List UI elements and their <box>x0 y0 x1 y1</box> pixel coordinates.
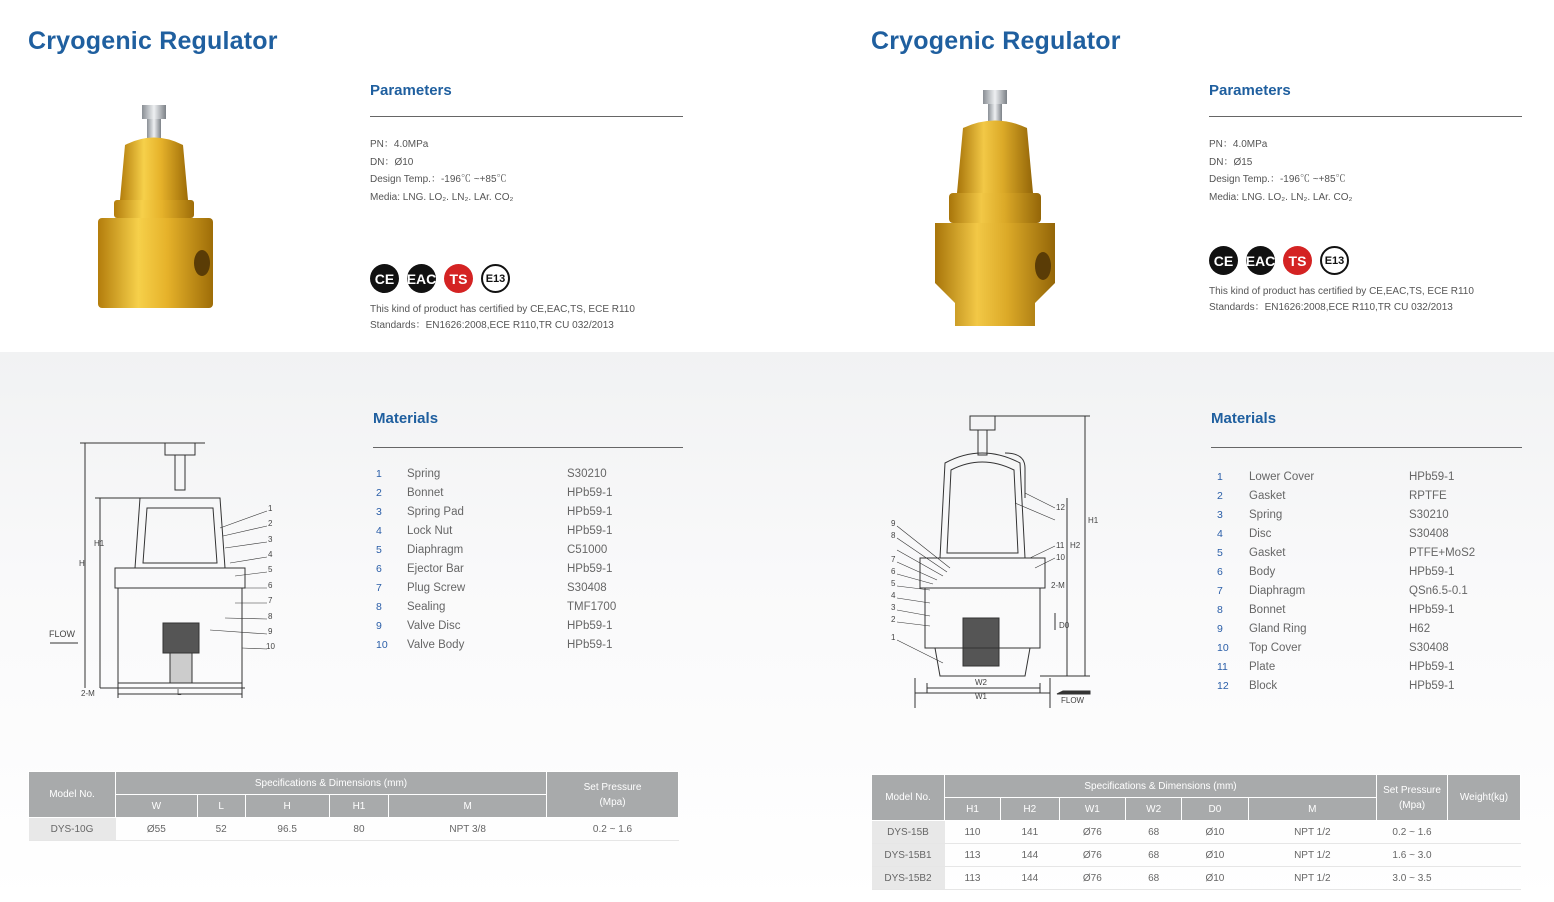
material-part: Bonnet <box>1249 604 1286 616</box>
right-callout-4: 4 <box>891 591 896 600</box>
left-parameters-heading: Parameters <box>370 82 452 99</box>
right-column-header: H2 <box>1001 798 1060 821</box>
material-value: C51000 <box>567 544 608 556</box>
table-cell: 68 <box>1126 844 1182 867</box>
material-part: Body <box>1249 566 1276 578</box>
table-cell: Ø76 <box>1059 844 1125 867</box>
table-cell: 80 <box>329 818 389 841</box>
material-value: HPb59-1 <box>1409 680 1455 692</box>
right-callout-9: 9 <box>891 519 896 528</box>
material-value: HPb59-1 <box>567 620 613 632</box>
right-dim-h1: H1 <box>1088 516 1099 525</box>
right-callout-2: 2 <box>891 615 896 624</box>
material-part: Plug Screw <box>407 582 466 594</box>
table-cell: 52 <box>197 818 245 841</box>
material-number: 7 <box>1217 585 1223 597</box>
material-value: H62 <box>1409 623 1431 635</box>
material-part: Spring <box>1249 509 1283 521</box>
left-callout-2: 2 <box>268 519 273 528</box>
material-part: Sealing <box>407 601 446 613</box>
left-spec-table <box>28 771 679 841</box>
material-part: Bonnet <box>407 487 444 499</box>
material-value: RPTFE <box>1409 490 1447 502</box>
material-number: 3 <box>1217 509 1223 521</box>
right-dim-h2: H2 <box>1070 541 1081 550</box>
right-pressure-header: Set Pressure (Mpa) <box>1377 775 1448 821</box>
table-row <box>29 818 679 841</box>
left-param-pn: PN：4.0MPa <box>370 139 429 150</box>
table-cell: Ø10 <box>1182 867 1248 890</box>
right-spec-header: Specifications & Dimensions (mm) <box>945 775 1377 798</box>
material-part: Valve Disc <box>407 620 461 632</box>
material-part: Plate <box>1249 661 1276 673</box>
e13-mark-icon: E13 <box>1320 246 1349 275</box>
left-materials-heading: Materials <box>373 410 439 427</box>
left-certified-line: This kind of product has certified by CE,EAC,TS, ECE R110 <box>370 304 635 315</box>
right-callout-6: 6 <box>891 567 896 576</box>
material-part: Diaphragm <box>1249 585 1306 597</box>
right-parameters-heading: Parameters <box>1209 82 1291 99</box>
left-section-drawing <box>45 438 285 703</box>
material-number: 1 <box>376 468 382 480</box>
material-number: 4 <box>376 525 382 537</box>
material-part: Diaphragm <box>407 544 464 556</box>
material-number: 4 <box>1217 528 1223 540</box>
right-callout-8: 8 <box>891 531 896 540</box>
material-number: 8 <box>376 601 382 613</box>
right-flow-label: FLOW <box>1061 696 1085 705</box>
right-param-media: Media: LNG. LO₂. LN₂. LAr. CO₂ <box>1209 191 1353 203</box>
left-callout-10: 10 <box>266 642 275 651</box>
material-part: Gland Ring <box>1249 623 1307 635</box>
material-number: 2 <box>1217 490 1223 502</box>
right-weight-header: Weight(kg) <box>1448 775 1521 821</box>
material-number: 8 <box>1217 604 1223 616</box>
material-part: Disc <box>1249 528 1272 540</box>
left-callout-9: 9 <box>268 627 273 636</box>
right-param-temp: Design Temp.：-196℃ ~+85℃ <box>1209 174 1346 185</box>
table-cell: 0.2 ~ 1.6 <box>547 818 679 841</box>
right-column-header: H1 <box>945 798 1001 821</box>
material-part: Spring <box>407 468 441 480</box>
table-cell: 113 <box>945 867 1001 890</box>
material-number: 9 <box>376 620 382 632</box>
table-cell <box>1448 821 1521 844</box>
right-param-pn: PN：4.0MPa <box>1209 139 1268 150</box>
left-column-header: H <box>245 795 329 818</box>
left-param-dn: DN：Ø10 <box>370 156 414 168</box>
material-part: Lock Nut <box>407 525 453 537</box>
left-column-header: W <box>116 795 198 818</box>
material-value: HPb59-1 <box>1409 471 1455 483</box>
left-dim-l: L <box>177 688 182 697</box>
table-cell: DYS-15B1 <box>872 844 945 867</box>
material-value: HPb59-1 <box>1409 604 1455 616</box>
table-cell: 144 <box>1001 844 1060 867</box>
material-number: 2 <box>376 487 382 499</box>
left-pressure-header: Set Pressure (Mpa) <box>547 772 679 818</box>
table-row <box>872 821 1521 844</box>
right-spec-table <box>871 774 1521 890</box>
right-cert-text <box>1209 284 1474 315</box>
left-cert-icons <box>370 264 510 293</box>
right-standards-line: Standards：EN1626:2008,ECE R110,TR CU 032/2013 <box>1209 301 1453 313</box>
table-cell: NPT 3/8 <box>389 818 547 841</box>
eac-mark-icon: EAC <box>1246 246 1275 275</box>
left-page-title: Cryogenic Regulator <box>28 27 278 55</box>
left-callout-5: 5 <box>268 565 273 574</box>
material-part: Gasket <box>1249 490 1286 502</box>
left-callout-8: 8 <box>268 612 273 621</box>
table-cell: DYS-15B <box>872 821 945 844</box>
material-part: Spring Pad <box>407 506 464 518</box>
table-cell: NPT 1/2 <box>1248 844 1376 867</box>
material-number: 6 <box>376 563 382 575</box>
eac-mark-icon: EAC <box>407 264 436 293</box>
right-dim-d0: D0 <box>1059 621 1070 630</box>
right-column-header: W2 <box>1126 798 1182 821</box>
material-part: Gasket <box>1249 547 1286 559</box>
table-cell: NPT 1/2 <box>1248 821 1376 844</box>
left-callout-6: 6 <box>268 581 273 590</box>
table-cell: DYS-10G <box>29 818 116 841</box>
right-dim-w2: W2 <box>975 678 987 687</box>
material-value: TMF1700 <box>567 601 617 613</box>
material-number: 5 <box>376 544 382 556</box>
material-value: HPb59-1 <box>567 487 613 499</box>
left-drawing-numbers <box>266 504 275 651</box>
left-callout-4: 4 <box>268 550 273 559</box>
table-cell: Ø55 <box>116 818 198 841</box>
material-number: 6 <box>1217 566 1223 578</box>
table-cell: Ø76 <box>1059 867 1125 890</box>
table-cell: 144 <box>1001 867 1060 890</box>
right-callout-7: 7 <box>891 555 896 564</box>
table-cell: 141 <box>1001 821 1060 844</box>
left-product-photo <box>90 100 220 320</box>
ce-mark-icon: CE <box>370 264 399 293</box>
left-materials-rule <box>373 447 683 448</box>
table-cell <box>1448 867 1521 890</box>
material-number: 7 <box>376 582 382 594</box>
table-cell: 3.0 ~ 3.5 <box>1377 867 1448 890</box>
material-number: 5 <box>1217 547 1223 559</box>
material-value: S30210 <box>1409 509 1449 521</box>
left-dim-h: H <box>79 559 85 568</box>
left-spec-header: Specifications & Dimensions (mm) <box>116 772 547 795</box>
material-number: 12 <box>1217 680 1229 692</box>
table-cell: NPT 1/2 <box>1248 867 1376 890</box>
left-parameters-rule <box>370 116 683 117</box>
right-section-drawing <box>885 408 1115 708</box>
material-value: HPb59-1 <box>567 525 613 537</box>
material-part: Lower Cover <box>1249 471 1315 483</box>
right-cert-icons <box>1209 246 1349 275</box>
left-column-header: M <box>389 795 547 818</box>
material-number: 9 <box>1217 623 1223 635</box>
right-callout-11: 11 <box>1056 541 1065 550</box>
left-dim-m: 2-M <box>81 689 95 698</box>
left-column-header: H1 <box>329 795 389 818</box>
material-value: HPb59-1 <box>567 563 613 575</box>
table-cell: 0.2 ~ 1.6 <box>1377 821 1448 844</box>
table-cell: 68 <box>1126 867 1182 890</box>
left-callout-3: 3 <box>268 535 273 544</box>
right-callout-10: 10 <box>1056 553 1065 562</box>
right-certified-line: This kind of product has certified by CE,EAC,TS, ECE R110 <box>1209 286 1474 297</box>
right-model-header: Model No. <box>872 775 945 821</box>
material-value: PTFE+MoS2 <box>1409 547 1476 559</box>
left-column-header: L <box>197 795 245 818</box>
right-callout-12: 12 <box>1056 503 1065 512</box>
left-cert-text <box>370 302 635 333</box>
material-part: Block <box>1249 680 1278 692</box>
right-dim-w1: W1 <box>975 692 987 701</box>
material-value: S30408 <box>1409 528 1449 540</box>
left-model-header: Model No. <box>29 772 116 818</box>
material-value: HPb59-1 <box>1409 566 1455 578</box>
right-dim-m: 2-M <box>1051 581 1065 590</box>
right-product-photo <box>925 88 1065 338</box>
left-param-temp: Design Temp.：-196℃ ~+85℃ <box>370 174 507 185</box>
right-materials-heading: Materials <box>1211 410 1277 427</box>
e13-mark-icon: E13 <box>481 264 510 293</box>
material-part: Top Cover <box>1249 642 1302 654</box>
right-materials-rule <box>1211 447 1522 448</box>
table-row <box>872 844 1521 867</box>
left-callout-1: 1 <box>268 504 273 513</box>
left-standards-line: Standards：EN1626:2008,ECE R110,TR CU 032/2013 <box>370 319 614 331</box>
right-param-dn: DN：Ø15 <box>1209 156 1253 168</box>
material-value: S30408 <box>567 582 607 594</box>
right-callout-5: 5 <box>891 579 896 588</box>
right-column-header: D0 <box>1182 798 1248 821</box>
material-value: QSn6.5-0.1 <box>1409 585 1468 597</box>
ce-mark-icon: CE <box>1209 246 1238 275</box>
table-row <box>872 867 1521 890</box>
left-callout-7: 7 <box>268 596 273 605</box>
material-value: S30210 <box>567 468 607 480</box>
table-cell: 68 <box>1126 821 1182 844</box>
table-cell: 113 <box>945 844 1001 867</box>
table-cell: Ø10 <box>1182 821 1248 844</box>
right-parameters-rule <box>1209 116 1522 117</box>
material-value: HPb59-1 <box>567 639 613 651</box>
material-number: 3 <box>376 506 382 518</box>
material-number: 1 <box>1217 471 1223 483</box>
table-cell: Ø10 <box>1182 844 1248 867</box>
material-value: HPb59-1 <box>1409 661 1455 673</box>
right-callout-3: 3 <box>891 603 896 612</box>
table-cell: 110 <box>945 821 1001 844</box>
ts-mark-icon: TS <box>444 264 473 293</box>
left-dim-h1: H1 <box>94 539 105 548</box>
right-parameters-list <box>1209 136 1352 206</box>
left-flow-label: FLOW <box>49 629 75 639</box>
material-number: 10 <box>376 639 388 651</box>
table-cell <box>1448 844 1521 867</box>
right-column-header: M <box>1248 798 1376 821</box>
right-page-title: Cryogenic Regulator <box>871 27 1121 55</box>
ts-mark-icon: TS <box>1283 246 1312 275</box>
material-part: Ejector Bar <box>407 563 464 575</box>
material-number: 11 <box>1217 661 1228 673</box>
table-cell: 1.6 ~ 3.0 <box>1377 844 1448 867</box>
left-param-media: Media: LNG. LO₂. LN₂. LAr. CO₂ <box>370 191 514 203</box>
left-parameters-list <box>370 136 513 206</box>
right-column-header: W1 <box>1059 798 1125 821</box>
material-value: HPb59-1 <box>567 506 613 518</box>
material-number: 10 <box>1217 642 1229 654</box>
material-value: S30408 <box>1409 642 1449 654</box>
material-part: Valve Body <box>407 639 465 651</box>
table-cell: Ø76 <box>1059 821 1125 844</box>
table-cell: DYS-15B2 <box>872 867 945 890</box>
table-cell: 96.5 <box>245 818 329 841</box>
right-callout-1: 1 <box>891 633 896 642</box>
